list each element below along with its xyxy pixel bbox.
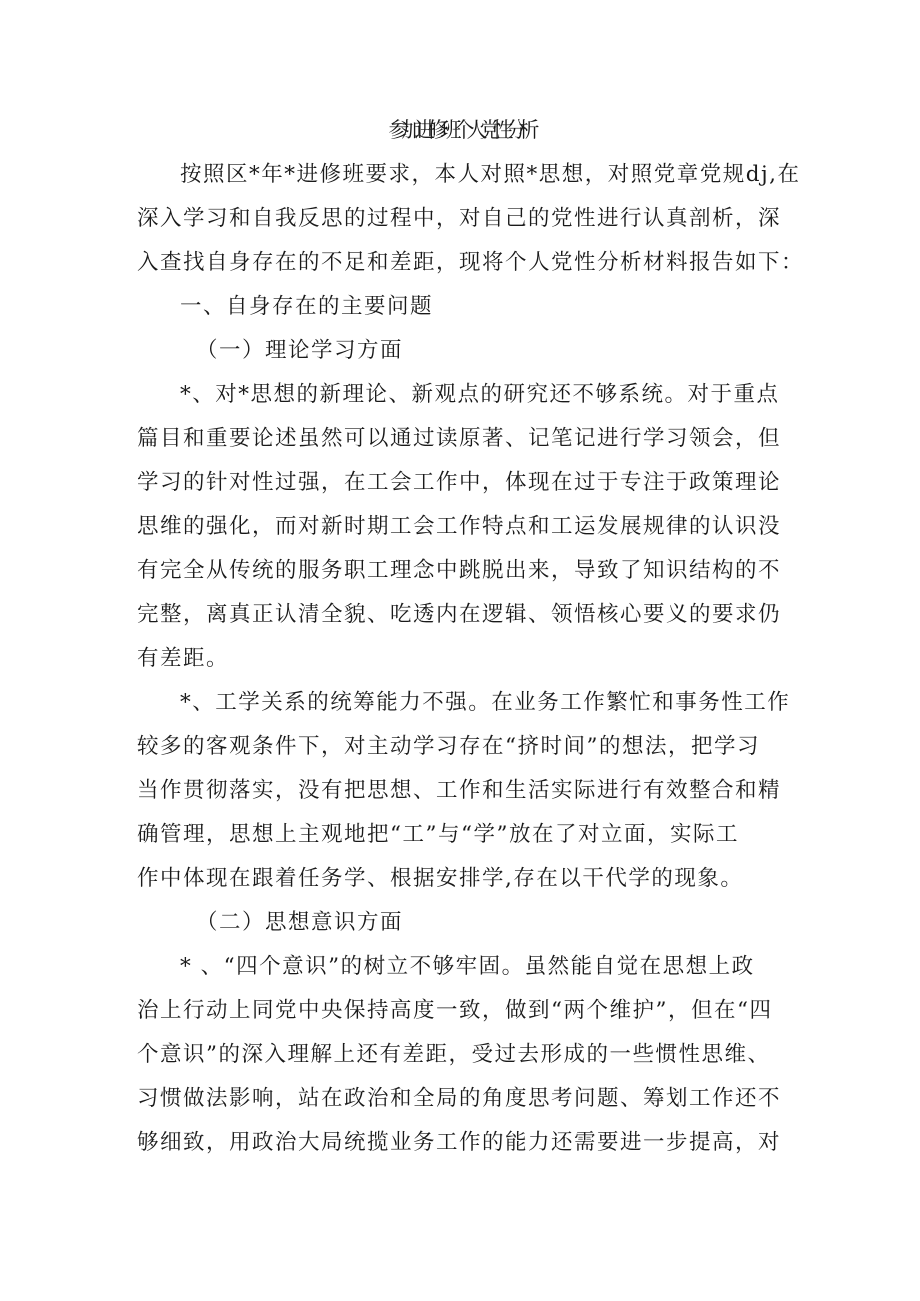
paragraph-line: *、对*思想的新理论、新观点的研究还不够系统。对于重点: [180, 382, 780, 407]
paragraph-line: 有完全从传统的服务职工理念中跳脱出来，导致了知识结构的不: [137, 558, 782, 583]
paragraph-line: 作中体现在跟着任务学、根据安排学,存在以干代学的现象。: [137, 866, 744, 891]
paragraph-line: 习惯做法影响，站在政治和全局的角度思考问题、筹划工作还不: [137, 1086, 782, 1111]
paragraph-line: 确管理，思想上主观地把“工”与“学”放在了对立面，实际工: [137, 822, 739, 847]
paragraph-line: * 、“四个意识”的树立不够牢固。虽然能自觉在思想上政: [180, 954, 755, 979]
paragraph-line: 学习的针对性过强，在工会工作中，体现在过于专注于政策理论: [137, 470, 782, 495]
paragraph-line: 治上行动上同党中央保持高度一致，做到“两个维护”，但在“四: [137, 998, 773, 1023]
paragraph-line: 有差距。: [137, 646, 230, 671]
section-heading: 一、自身存在的主要问题: [180, 294, 434, 319]
paragraph-line: 个意识”的深入理解上还有差距，受过去形成的一些惯性思维、: [137, 1042, 771, 1067]
paragraph-line: 深入学习和自我反思的过程中，对自己的党性进行认真剖析，深: [137, 206, 782, 231]
subsection-heading: （一）理论学习方面: [196, 338, 404, 363]
paragraph-line: *、工学关系的统筹能力不强。在业务工作繁忙和事务性工作: [180, 690, 791, 715]
paragraph-line: 当作贯彻落实，没有把思想、工作和生活实际进行有效整合和精: [137, 778, 782, 803]
subsection-heading: （二）思想意识方面: [196, 910, 404, 935]
document-title: 参加进修班个人党性分析: [388, 118, 532, 142]
paragraph-line: 入查找自身存在的不足和差距，现将个人党性分析材料报告如下：: [137, 250, 805, 275]
paragraph-line: 完整，离真正认清全貌、吃透内在逻辑、领悟核心要义的要求仍: [137, 602, 782, 627]
paragraph-line: 够细致，用政治大局统揽业务工作的能力还需要进一步提高，对: [137, 1130, 782, 1155]
paragraph-line: 篇目和重要论述虽然可以通过读原著、记笔记进行学习领会，但: [137, 426, 782, 451]
paragraph-line: 按照区*年*进修班要求，本人对照*思想，对照党章党规dj,在: [180, 162, 801, 187]
paragraph-line: 较多的客观条件下，对主动学习存在“挤时间”的想法，把学习: [137, 734, 760, 759]
paragraph-line: 思维的强化，而对新时期工会工作特点和工运发展规律的认识没: [137, 514, 782, 539]
